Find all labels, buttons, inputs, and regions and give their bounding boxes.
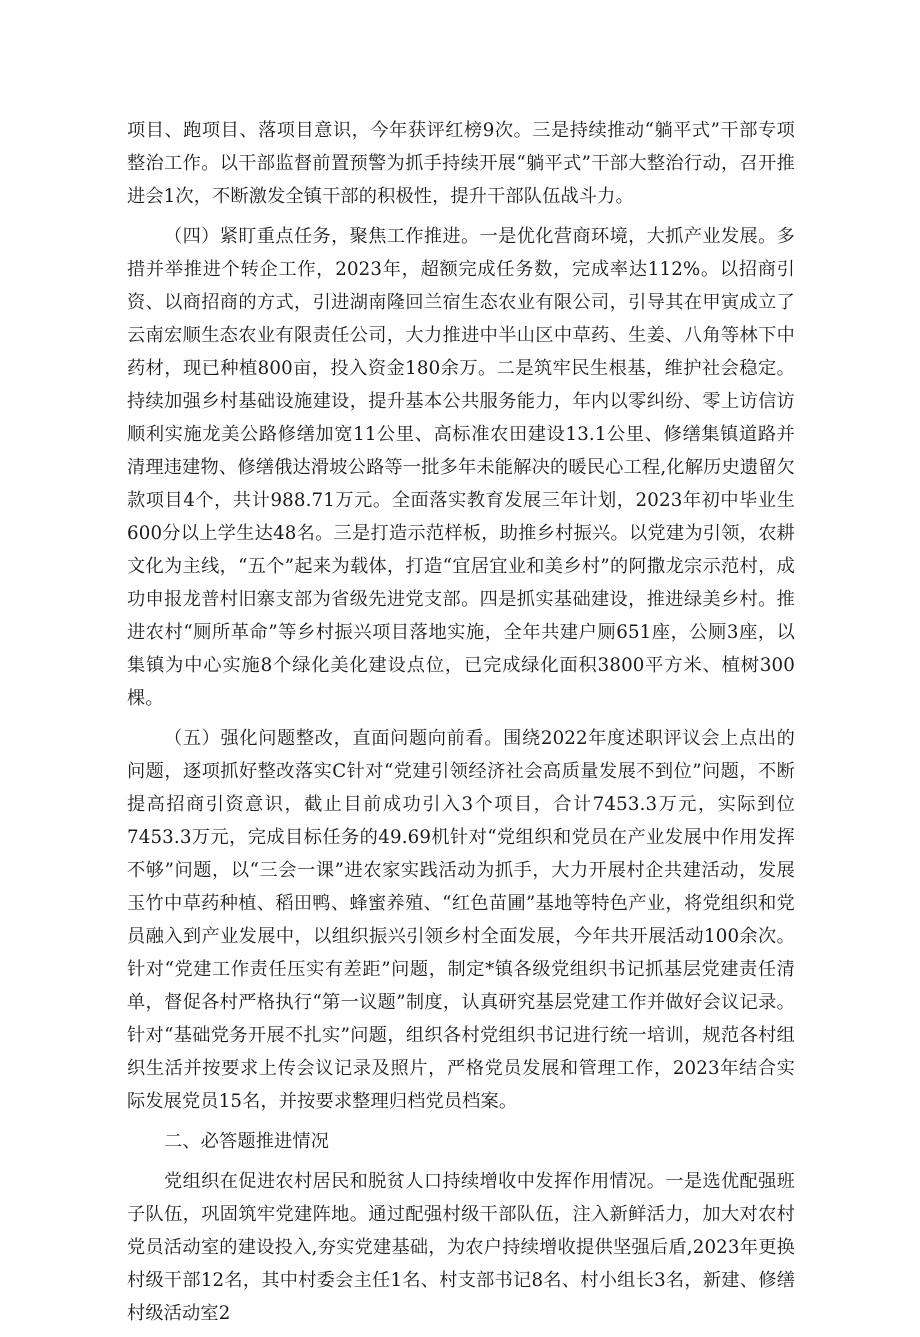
paragraph-closing: 党组织在促进农村居民和脱贫人口持续增收中发挥作用情况。一是选优配强班子队伍，巩固筑牢党建阵地。通过配强村级干部队伍，注入新鲜活力，加大对农村党员活动室的建设投入,夯实党建基础，为农户持续增收提供坚强后盾,2023年更换村级干部12名，其中村委会主任1名、村支部书记8名、村小组长3名，新建、修缮村级活动室2 [127, 1171, 795, 1324]
paragraph-continuation: 项目、跑项目、落项目意识，今年获评红榜9次。三是持续推动“躺平式”干部专项整治工作。以干部监督前置预警为抓手持续开展“躺平式”干部大整治行动，召开推进会1次，不断激发全镇干部的积极性，提升干部队伍战斗力。 [127, 120, 795, 207]
document-body [127, 114, 795, 1337]
paragraph-section-five: （五）强化问题整改，直面问题向前看。围绕2022年度述职评议会上点出的问题，逐项抓好整改落实C针对“党建引领经济社会高质量发展不到位”问题，不断提高招商引资意识，截止目前成功引入3个项目，合计7453.3万元，实际到位7453.3万元，完成目标任务的49.69机针对“党组织和党员在产业发展中作用发挥不够”问题，以“三会一课”进农家实践活动为抓手，大力开展村企共建活动，发展玉竹中草药种植、稻田鸭、蜂蜜养殖、“红色苗圃”基地等特色产业，将党组织和党员融入到产业发展中，以组织振兴引领乡村全面发展，今年共开展活动100余次。针对“党建工作责任压实有差距”问题，制定*镇各级党组织书记抓基层党建责任清单，督促各村严格执行“第一议题”制度，认真研究基层党建工作并做好会议记录。针对“基础党务开展不扎实”问题，组织各村党组织书记进行统一培训，规范各村组织生活并按要求上传会议记录及照片，严格党员发展和管理工作，2023年结合实际发展党员15名，并按要求整理归档党员档案。 [127, 728, 795, 1112]
section-heading: 二、必答题推进情况 [164, 1131, 330, 1152]
paragraph-section-four: （四）紧盯重点任务，聚焦工作推进。一是优化营商环境，大抓产业发展。多措并举推进个转企工作，2023年，超额完成任务数，完成率达112%。以招商引资、以商招商的方式，引进湖南隆回兰宿生态农业有限公司，引导其在甲寅成立了云南宏顺生态农业有限责任公司，大力推进中半山区中草药、生姜、八角等林下中药材，现已种植800亩，投入资金180余万。二是筑牢民生根基，维护社会稳定。持续加强乡村基础设施建设，提升基本公共服务能力，年内以零纠纷、零上访信访顺利实施龙美公路修缮加宽11公里、高标准农田建设13.1公里、修缮集镇道路并清理违建物、修缮俄达滑坡公路等一批多年未能解决的暖民心工程,化解历史遗留欠款项目4个，共计988.71万元。全面落实教育发展三年计划，2023年初中毕业生600分以上学生达48名。三是打造示范样板，助推乡村振兴。以党建为引领，农耕文化为主线，“五个”起来为载体，打造“宜居宜业和美乡村”的阿撒龙宗示范村，成功申报龙普村旧寨支部为省级先进党支部。四是抓实基础建设，推进绿美乡村。推进农村“厕所革命”等乡村振兴项目落地实施，全年共建户厕651座，公厕3座，以集镇为中心实施8个绿化美化建设点位，已完成绿化面积3800平方米、植树300棵。 [127, 226, 795, 709]
